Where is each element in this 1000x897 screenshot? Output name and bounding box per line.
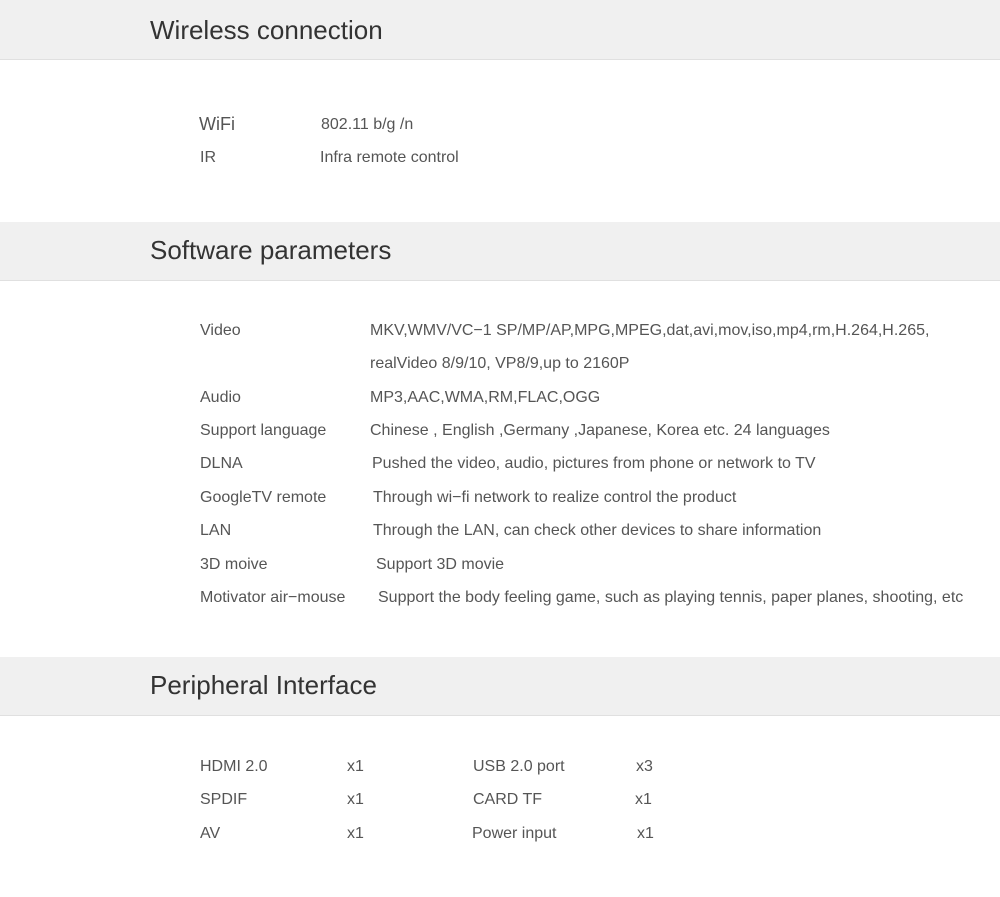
dlna-value: Pushed the video, audio, pictures from phone or network to TV [372, 455, 816, 472]
software-section-header [0, 222, 1000, 281]
ir-label: IR [200, 149, 216, 166]
lan-value: Through the LAN, can check other devices to share information [373, 522, 822, 539]
lan-label: LAN [200, 522, 232, 539]
software-section-title: Software parameters [150, 235, 392, 265]
peripheral-section-title: Peripheral Interface [150, 670, 377, 700]
video-value: MKV,WMV/VC−1 SP/MP/AP,MPG,MPEG,dat,avi,mov,iso,mp4,rm,H.264,H.265, [370, 322, 930, 339]
av-label: AV [200, 825, 221, 842]
peripheral-section-header [0, 657, 1000, 716]
usb-label: USB 2.0 port [473, 758, 565, 775]
usb-count: x3 [636, 758, 653, 775]
3d-movie-label: 3D moive [200, 556, 268, 573]
video-label: Video [200, 322, 241, 339]
air-mouse-value: Support the body feeling game, such as playing tennis, paper planes, shooting, etc [378, 589, 964, 606]
power-input-count: x1 [637, 825, 654, 842]
language-label: Support language [200, 422, 327, 439]
ir-value: Infra remote control [320, 149, 459, 166]
googletv-value: Through wi−fi network to realize control the product [373, 489, 737, 506]
wifi-label: WiFi [199, 114, 235, 134]
wireless-section-title: Wireless connection [150, 15, 383, 45]
air-mouse-label: Motivator air−mouse [200, 589, 346, 606]
audio-value: MP3,AAC,WMA,RM,FLAC,OGG [370, 389, 601, 406]
3d-movie-value: Support 3D movie [376, 556, 505, 573]
card-tf-label: CARD TF [473, 791, 543, 808]
hdmi-label: HDMI 2.0 [200, 758, 268, 775]
spdif-count: x1 [347, 791, 364, 808]
wifi-value: 802.11 b/g /n [321, 116, 414, 133]
video-value-continued: realVideo 8/9/10, VP8/9,up to 2160P [370, 355, 630, 372]
av-count: x1 [347, 825, 364, 842]
dlna-label: DLNA [200, 455, 243, 472]
wireless-section-header [0, 0, 1000, 60]
googletv-label: GoogleTV remote [200, 489, 327, 506]
language-value: Chinese , English ,Germany ,Japanese, Korea etc. 24 languages [370, 422, 830, 439]
spdif-label: SPDIF [200, 791, 248, 808]
card-tf-count: x1 [635, 791, 652, 808]
audio-label: Audio [200, 389, 241, 406]
power-input-label: Power input [472, 825, 557, 842]
hdmi-count: x1 [347, 758, 364, 775]
